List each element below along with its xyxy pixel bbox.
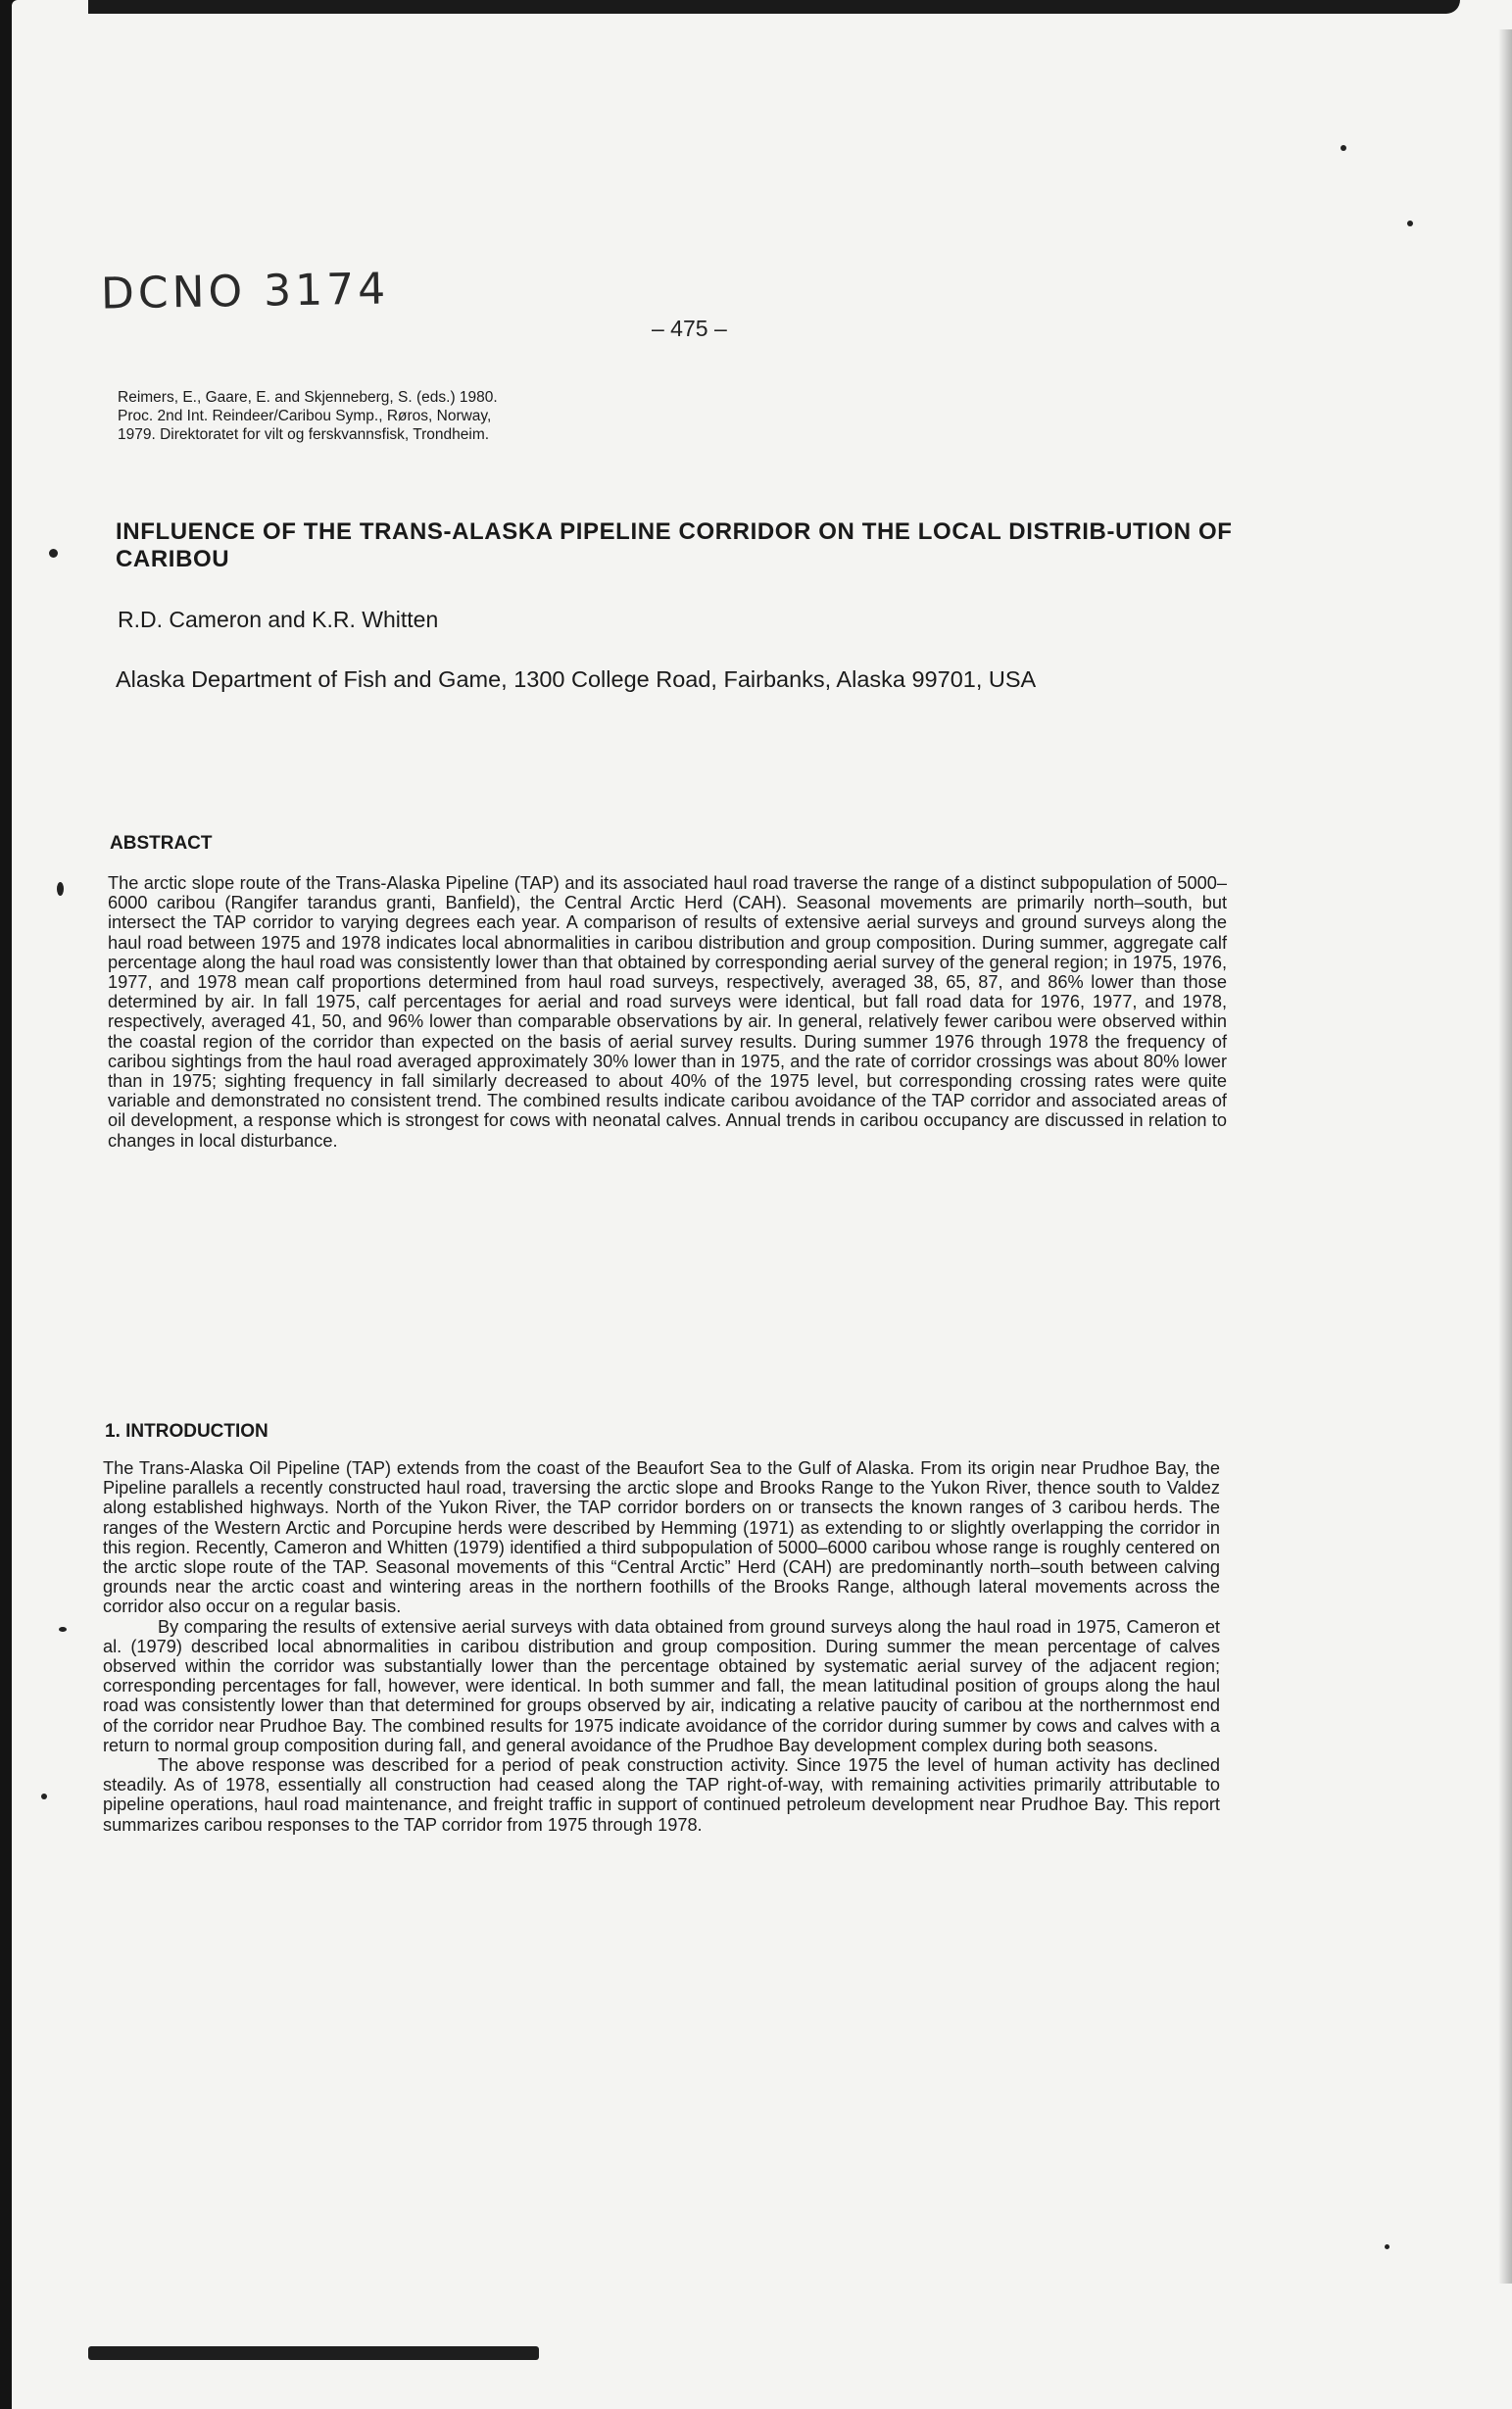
introduction-paragraph: The above response was described for a period of peak construction activity. Since 1975 the level of human activity has declined steadily. As of 1978, essentially all construction had ceased along the TAP right-of-way, with remaining activities primarily attributable to pipeline operations, haul road maintenance, and freight traffic in support of continued petroleum development near Prudhoe Bay. This report summarizes caribou responses to the TAP corridor from 1975 through 1978. xyxy=(103,1755,1220,1835)
introduction-heading: 1. INTRODUCTION xyxy=(105,1421,268,1442)
page-number: – 475 – xyxy=(652,316,727,341)
citation-line: 1979. Direktoratet for vilt og ferskvannsfisk, Trondheim. xyxy=(118,426,490,443)
scan-speck xyxy=(49,549,58,558)
citation-line: Proc. 2nd Int. Reindeer/Caribou Symp., Røros, Norway, xyxy=(118,408,492,424)
paper-title: INFLUENCE OF THE TRANS-ALASKA PIPELINE CORRIDOR ON THE LOCAL DISTRIB-UTION OF CARIBOU xyxy=(116,518,1233,572)
authors: R.D. Cameron and K.R. Whitten xyxy=(118,607,439,632)
affiliation: Alaska Department of Fish and Game, 1300 College Road, Fairbanks, Alaska 99701, USA xyxy=(116,666,1037,692)
introduction-paragraph: By comparing the results of extensive aerial surveys with data obtained from ground surveys along the haul road in 1975, Cameron et al. (1979) described local abnormalities in caribou distribution and group composition. During summer the mean percentage of calves observed within the corridor was substantially lower than the percentage obtained by systematic aerial survey of the adjacent region; corresponding percentages for fall, however, were identical. In both summer and fall, the mean latitudinal position of groups along the haul road was consistently lower than that determined for groups observed by air, indicating a relative paucity of caribou at the northernmost end of the corridor near Prudhoe Bay. The combined results for 1975 indicate avoidance of the corridor during summer by cows and calves with a return to normal group composition during fall, and general avoidance of the Prudhoe Bay development complex during both seasons. xyxy=(103,1616,1220,1755)
scan-speck xyxy=(59,1627,67,1632)
scan-speck xyxy=(57,882,64,896)
handwritten-note: DCNO 3174 xyxy=(100,264,390,320)
abstract-paragraph: The arctic slope route of the Trans-Alaska Pipeline (TAP) and its associated haul road traverse the range of a distinct subpopulation of 5000–6000 caribou (Rangifer tarandus granti, Banfield), the Central Arctic Herd (CAH). Seasonal movements are primarily north–south, but intersect the TAP corridor to varying degrees each year. A comparison of results of extensive aerial surveys and ground surveys along the haul road between 1975 and 1978 indicates local abnormalities in caribou distribution and group composition. During summer, aggregate calf percentage along the haul road was consistently lower than that obtained by corresponding aerial survey of the general region; in 1975, 1976, 1977, and 1978 mean calf proportions determined from haul road surveys, respectively, averaged 38, 65, 87, and 86% lower than those determined by air. In fall 1975, calf percentages for aerial and road surveys were identical, but fall road data for 1976, 1977, and 1978, respectively, averaged 41, 50, and 96% lower than comparable observations by air. In general, relatively fewer caribou were observed within the coastal region of the corridor than expected on the basis of aerial survey results. During summer 1976 through 1978 the frequency of caribou sightings from the haul road averaged approximately 30% lower than in 1975, and the rate of corridor crossings was about 80% lower than in 1975; sighting frequency in fall similarly decreased to about 40% of the 1975 level, but corresponding crossing rates were quite variable and demonstrated no consistent trend. The combined results indicate caribou avoidance of the TAP corridor and associated areas of oil development, a response which is strongest for cows with neonatal calves. Annual trends in caribou occupancy are discussed in relation to changes in local disturbance. xyxy=(108,873,1227,1151)
citation xyxy=(118,388,666,444)
introduction-paragraph: The Trans-Alaska Oil Pipeline (TAP) extends from the coast of the Beaufort Sea to the Gulf of Alaska. From its origin near Prudhoe Bay, the Pipeline parallels a recently constructed haul road, traversing the arctic slope and Brooks Range to the Yukon River, thence south to Valdez along established highways. North of the Yukon River, the TAP corridor borders on or transects the known ranges of 3 caribou herds. The ranges of the Western Arctic and Porcupine herds were described by Hemming (1971) as extending to or slightly overlapping the corridor in this region. Recently, Cameron and Whitten (1979) identified a third subpopulation of 5000–6000 caribou whose range is roughly centered on the arctic slope route of the TAP. Seasonal movements of this “Central Arctic” Herd (CAH) are predominantly north–south between calving grounds near the arctic coast and wintering areas in the northern foothills of the Brooks Range, although lateral movements across the corridor also occur on a regular basis. xyxy=(103,1458,1220,1617)
scan-speck xyxy=(1341,145,1346,151)
abstract-heading: ABSTRACT xyxy=(110,833,213,854)
scan-speck xyxy=(1407,221,1413,226)
scanned-page xyxy=(12,0,1512,2409)
citation-line: Reimers, E., Gaare, E. and Skjenneberg, S. (eds.) 1980. xyxy=(118,389,498,406)
scan-edge-right xyxy=(1498,29,1512,2284)
abstract-body xyxy=(108,873,1227,1151)
scan-artifact-bar xyxy=(88,2346,539,2360)
scan-edge-top xyxy=(88,0,1460,14)
introduction-body xyxy=(103,1458,1220,1835)
scan-speck xyxy=(1385,2244,1390,2249)
scan-speck xyxy=(41,1794,47,1799)
